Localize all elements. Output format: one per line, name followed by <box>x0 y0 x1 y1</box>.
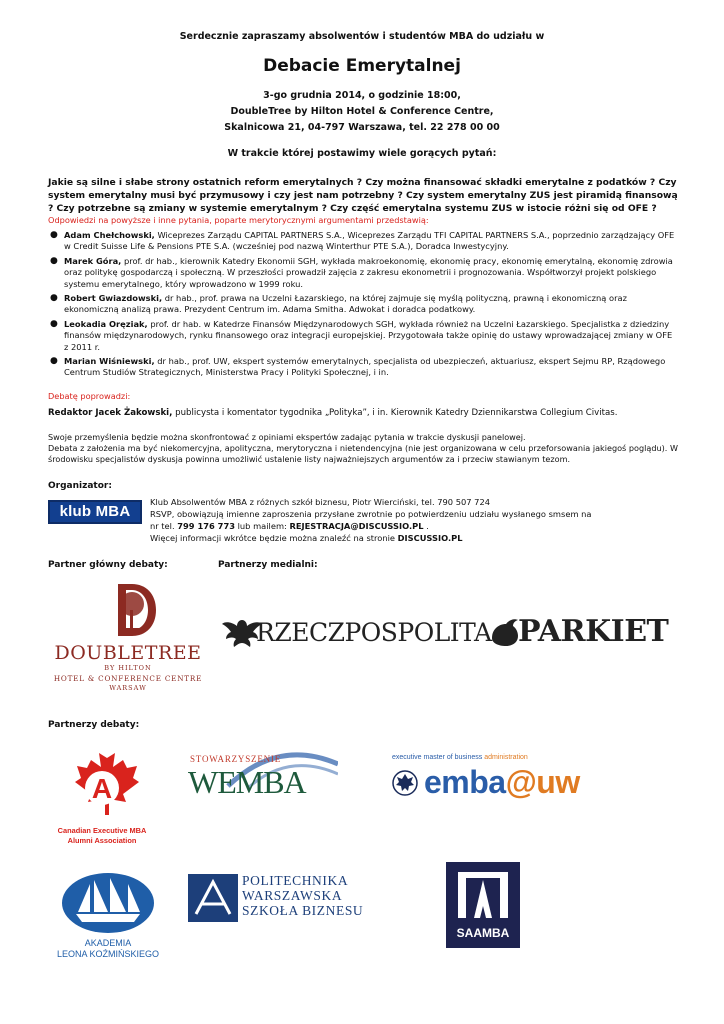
pw-logo <box>188 874 388 924</box>
list-item <box>48 356 678 379</box>
alk-text <box>48 938 168 960</box>
media-partners-label: Partnerzy medialni: <box>218 560 318 570</box>
expert-name: Marian Wiśniewski, <box>64 356 155 367</box>
organizer-info <box>150 496 620 544</box>
cema-logo <box>52 744 152 854</box>
organizer-line-4 <box>150 532 620 544</box>
organizer-line-3 <box>150 520 620 532</box>
organizer-line-2: RSVP, obowiązują imienne zaproszenia przysłane zwrotnie po potwierdzeniu udziału wysłanego smsem na <box>150 509 592 519</box>
list-item <box>48 293 678 316</box>
moderator-desc: publicysta i komentator tygodnika „Polityka”, i in. Kierownik Katedry Dziennikarstwa Collegium Civitas. <box>172 408 618 418</box>
organizer-label: Organizator: <box>48 481 112 491</box>
event-address: Skalnicowa 21, 04-797 Warszawa, tel. 22 278 00 00 <box>224 122 500 133</box>
pw-line-1: POLITECHNIKA <box>242 873 349 888</box>
bullet-icon: ● <box>50 318 58 329</box>
organizer-site[interactable]: DISCUSSIO.PL <box>397 533 463 543</box>
moderator-label: Debatę poprowadzi: <box>48 391 131 401</box>
emba-at: @ <box>505 764 537 800</box>
alk-line-1: AKADEMIA <box>84 938 132 948</box>
emba-main: emba <box>424 764 506 800</box>
emba-uw-logo <box>392 754 672 814</box>
svg-text:A: A <box>91 773 113 804</box>
emba-tagline <box>392 754 528 761</box>
experts-list <box>48 230 678 382</box>
list-item <box>48 319 678 353</box>
cema-line-2: Alumni Association <box>67 836 137 845</box>
list-item <box>48 256 678 290</box>
bullet-icon: ● <box>50 230 58 240</box>
pw-emblem-icon <box>188 874 238 922</box>
bullet-icon: ● <box>50 255 58 266</box>
wemba-name: WEMBA <box>188 764 306 800</box>
expert-desc: prof. dr hab., kierownik Katedry Ekonomii SGH, wykłada makroekonomię, ekonomię pracy, ekonomię emerytalną, ekonomię zdrowia oraz politykę gospodarczą i społeczną. W przeszłości prowadził zajęcia z zakresu ekonometrii i prognozowania. Współtworzył projekt polskiego systemu emerytalnego, który wprowadzono w 1999 roku. <box>64 255 673 289</box>
pw-line-3: SZKOŁA BIZNESU <box>242 903 364 918</box>
expert-name: Robert Gwiazdowski, <box>64 293 163 304</box>
pw-line-2: WARSZAWSKA <box>242 888 343 903</box>
event-venue: DoubleTree by Hilton Hotel & Conference Centre, <box>230 106 494 117</box>
organizer-phone: 799 176 773 <box>177 521 235 531</box>
klub-mba-logo: klub MBA <box>48 500 142 524</box>
expert-name: Marek Góra, <box>64 255 122 266</box>
organizer-phone-prefix: nr tel. <box>150 521 178 531</box>
doubletree-emblem-icon <box>48 580 208 638</box>
organizer-site-prefix: Więcej informacji wkrótce będzie można znaleźć na stronie <box>150 533 398 543</box>
doubletree-sub-2: WARSAW <box>109 684 147 692</box>
uw-eagle-icon <box>392 768 418 798</box>
expert-name: Adam Chełchowski, <box>64 230 155 240</box>
organizer-mail-prefix: lub mailem: <box>234 521 290 531</box>
expert-desc: prof. dr hab. w Katedrze Finansów Międzynarodowych SGH, wykłada również na Uczelni Łazarskiego. Specjalistka z dziedziny finansów międzynarodowych, rynku finansowego oraz integracji europejskiej. Przygotowała także opinię do ustawy wprowadzającej zmiany w OFE z 2011 r. <box>64 318 673 352</box>
organizer-email[interactable]: REJESTRACJA@DISCUSSIO.PL <box>289 521 424 531</box>
parkiet-name: PARKIET <box>518 614 669 649</box>
answers-intro: Odpowiedzi na powyższe i inne pytania, poparte merytorycznymi argumentami przedstawią: <box>48 215 429 225</box>
debate-partners-label: Partnerzy debaty: <box>48 720 140 730</box>
organizer-line-3-end: . <box>423 521 429 531</box>
ship-icon <box>60 872 156 934</box>
event-details <box>0 88 724 136</box>
doubletree-by: BY HILTON <box>104 664 152 672</box>
emba-tagline-orange: administration <box>484 754 528 761</box>
notes-line-1: Swoje przemyślenia będzie można skonfrontować z opiniami ekspertów zadając pytania w trakcie dyskusji panelowej. <box>48 432 526 442</box>
notes-block <box>48 432 678 464</box>
questions-paragraph: Jakie są silne i słabe strony ostatnich reform emerytalnych ? Czy można finansować składki emerytalne z podatków ? Czy system emerytalny musi być przymusowy i czy jest nam potrzebny ? Czy system emerytalny ZUS jest piramidą finansową ? Czy potrzebne są zmiany w systemie emerytalnym ? Czy część emerytalna systemu ZUS w istocie różni się od OFE ? <box>48 177 678 214</box>
saamba-logo <box>446 862 520 948</box>
alk-line-2: LEONA KOŹMIŃSKIEGO <box>56 949 160 959</box>
wemba-logo <box>188 746 348 806</box>
maple-leaf-icon <box>62 744 142 830</box>
bullet-icon: ● <box>50 356 58 367</box>
cema-line-1: Canadian Executive MBA <box>57 826 147 835</box>
emba-uw: uw <box>536 764 580 800</box>
emba-wordmark <box>424 764 580 801</box>
main-partner-label: Partner główny debaty: <box>48 560 168 570</box>
organizer-line-1: Klub Absolwentów MBA z różnych szkół biznesu, Piotr Wierciński, tel. 790 507 724 <box>150 497 491 507</box>
doubletree-logo <box>48 580 208 690</box>
saamba-emblem-icon <box>446 862 520 924</box>
bullet-icon: ● <box>50 293 58 304</box>
moderator-name: Redaktor Jacek Żakowski, <box>48 408 173 418</box>
rzeczpospolita-logo <box>222 614 492 652</box>
cema-text <box>52 826 152 846</box>
emba-tagline-blue: executive master of business <box>392 754 485 761</box>
notes-line-2: Debata z założenia ma być niekomercyjna, apolityczna, merytoryczna i nietendencyjna (nie jest organizowana w celu przeforsowania jakiegoś poglądu). W środowisku specjalistów dyskusja powinna umożliwić ustalenie listy najważniejszych argumentów za i przeciw stawianym tezom. <box>48 442 678 464</box>
moderator-line <box>48 408 688 418</box>
list-item <box>48 230 678 253</box>
expert-name: Leokadia Oręziak, <box>64 318 148 329</box>
event-date: 3-go grudnia 2014, o godzinie 18:00, <box>263 90 461 101</box>
parkiet-logo <box>488 612 669 652</box>
rzeczpospolita-name: RZECZPOSPOLITA <box>256 618 492 647</box>
lead-line: W trakcie której postawimy wiele gorących pytań: <box>227 148 497 159</box>
intro-line: Serdecznie zapraszamy absolwentów i studentów MBA do udziału w <box>179 31 545 42</box>
page-title: Debacie Emerytalnej <box>263 56 461 76</box>
expert-desc: Wiceprezes Zarządu CAPITAL PARTNERS S.A., Wiceprezes Zarządu TFI CAPITAL PARTNERS S.A., poprzednio zarządzający OFE w Credit Suisse Life & Pensions PTE S.A. (wcześniej pod nazwą Winterthur PTE S.A.), Doradca Inwestycyjny. <box>64 230 675 252</box>
doubletree-sub-1: HOTEL & CONFERENCE CENTRE <box>53 674 203 683</box>
bull-icon <box>488 616 522 650</box>
expert-desc: dr hab., prof. prawa na Uczelni Łazarskiego, na której zajmuje się myślą polityczną, prawną i ekonomiczną oraz ekonomiczną analizą prawa. Prezydent Centrum im. Adama Smitha. Adwokat i doradca podatkowy. <box>64 293 627 315</box>
doubletree-name: DOUBLETREE <box>54 642 202 664</box>
pw-text <box>242 873 363 918</box>
alk-logo <box>48 872 168 962</box>
wemba-top: STOWARZYSZENIE <box>190 754 282 764</box>
expert-desc: dr hab., prof. UW, ekspert systemów emerytalnych, specjalista od ubezpieczeń, aktuariusz, ekspert Sejmu RP, Rządowego Centrum Studiów Strategicznych, Ministerstwa Pracy i Polityki Społecznej, i in. <box>64 356 666 378</box>
saamba-name: SAAMBA <box>456 926 510 940</box>
